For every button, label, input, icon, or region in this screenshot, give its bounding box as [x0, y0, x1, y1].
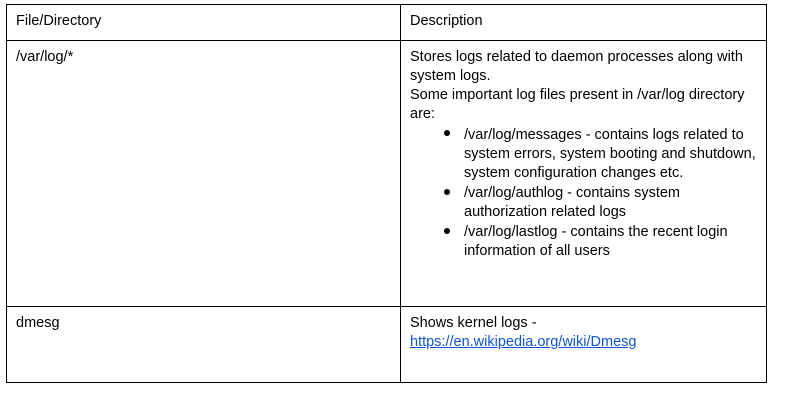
description-line: Shows kernel logs - — [410, 315, 537, 331]
cell-path-varlog — [7, 41, 401, 307]
list-item — [444, 184, 757, 222]
list-item-label: /var/log/authlog - contains system authorization related logs — [464, 184, 680, 220]
cell-path-dmesg — [7, 307, 401, 383]
bullet-icon — [444, 130, 450, 136]
table-row — [7, 307, 767, 383]
list-item — [444, 223, 757, 261]
list-item — [444, 126, 757, 183]
description-line: Stores logs related to daemon processes along with system logs. — [410, 49, 743, 85]
file-directory-table — [6, 4, 767, 383]
list-item-label: /var/log/lastlog - contains the recent login information of all users — [464, 224, 728, 260]
column-header-description — [401, 5, 767, 41]
cell-description-dmesg — [401, 307, 767, 383]
dmesg-wikipedia-link[interactable]: https://en.wikipedia.org/wiki/Dmesg — [410, 334, 637, 351]
log-file-list — [410, 126, 757, 262]
path-text: /var/log/* — [16, 49, 74, 65]
path-text: dmesg — [16, 315, 60, 331]
column-header-file-directory-label: File/Directory — [16, 13, 102, 29]
document-page — [0, 4, 800, 405]
list-item-label: /var/log/messages - contains logs related to system errors, system booting and shutdown, system configuration changes etc. — [464, 126, 756, 181]
column-header-file-directory — [7, 5, 401, 41]
cell-description-varlog — [401, 41, 767, 307]
bullet-icon — [444, 228, 450, 234]
bullet-icon — [444, 189, 450, 195]
description-line: Some important log files present in /var/log directory are: — [410, 87, 745, 123]
table-header-row — [7, 5, 767, 41]
column-header-description-label: Description — [410, 13, 483, 29]
table-row — [7, 41, 767, 307]
